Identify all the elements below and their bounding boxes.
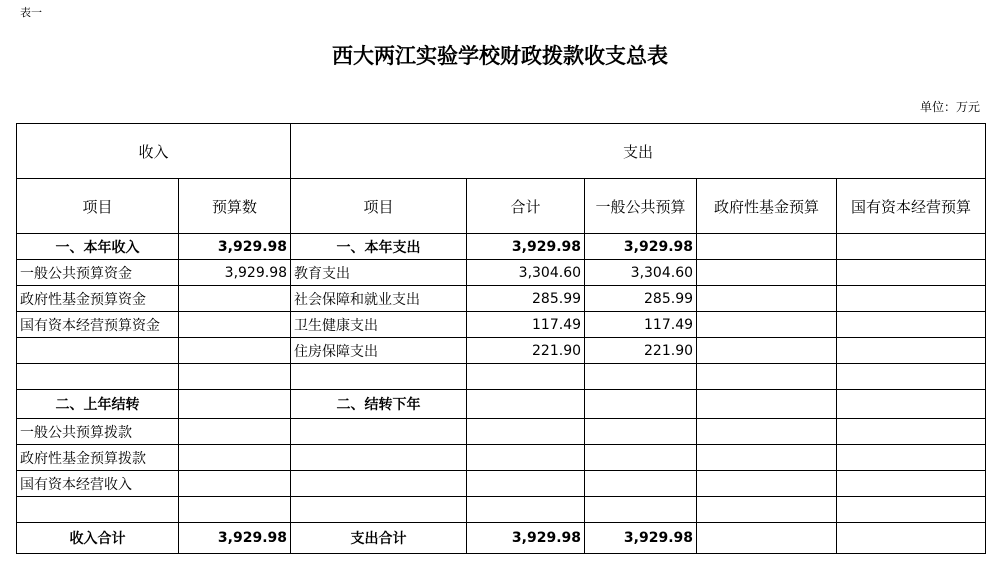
state-capital-budget-cell (837, 286, 986, 312)
total-cell (467, 445, 585, 471)
income-budget-header: 预算数 (179, 179, 291, 234)
income-budget-cell: 3,929.98 (179, 523, 291, 554)
gov-fund-budget-cell (697, 286, 837, 312)
state-capital-budget-cell (837, 234, 986, 260)
general-budget-cell: 3,304.60 (585, 260, 697, 286)
income-budget-cell (179, 312, 291, 338)
table-row (17, 390, 986, 419)
gov-fund-budget-cell (697, 523, 837, 554)
total-cell (467, 471, 585, 497)
total-cell: 3,304.60 (467, 260, 585, 286)
column-header-row (17, 179, 986, 234)
income-item-cell: 国有资本经营收入 (17, 471, 179, 497)
gov-fund-budget-cell (697, 234, 837, 260)
total-cell: 3,929.98 (467, 523, 585, 554)
table-row (17, 234, 986, 260)
expense-item-cell (291, 419, 467, 445)
general-budget-cell (585, 364, 697, 390)
expense-item-cell (291, 364, 467, 390)
income-item-cell: 一、本年收入 (17, 234, 179, 260)
table-row (17, 445, 986, 471)
page-title: 西大两江实验学校财政拨款收支总表 (332, 43, 668, 68)
general-budget-cell (585, 390, 697, 419)
total-cell (467, 390, 585, 419)
general-budget-cell (585, 419, 697, 445)
general-budget-cell (585, 445, 697, 471)
gov-fund-budget-cell (697, 312, 837, 338)
income-item-cell (17, 497, 179, 523)
gov-fund-budget-header: 政府性基金预算 (697, 179, 837, 234)
income-item-cell: 收入合计 (17, 523, 179, 554)
expense-item-cell: 二、结转下年 (291, 390, 467, 419)
total-cell: 3,929.98 (467, 234, 585, 260)
table-row (17, 497, 986, 523)
total-cell (467, 364, 585, 390)
expense-item-cell: 住房保障支出 (291, 338, 467, 364)
general-budget-cell (585, 471, 697, 497)
income-budget-cell (179, 471, 291, 497)
total-cell: 117.49 (467, 312, 585, 338)
state-capital-budget-cell (837, 312, 986, 338)
income-item-header: 项目 (17, 179, 179, 234)
total-cell (467, 497, 585, 523)
general-budget-header: 一般公共预算 (585, 179, 697, 234)
table-body (17, 234, 986, 554)
state-capital-budget-cell (837, 364, 986, 390)
group-header-row (17, 124, 986, 179)
gov-fund-budget-cell (697, 471, 837, 497)
state-capital-budget-cell (837, 260, 986, 286)
table-row (17, 286, 986, 312)
table-row (17, 419, 986, 445)
income-item-cell: 政府性基金预算拨款 (17, 445, 179, 471)
total-cell: 285.99 (467, 286, 585, 312)
general-budget-cell (585, 497, 697, 523)
income-budget-cell (179, 364, 291, 390)
expense-item-cell: 教育支出 (291, 260, 467, 286)
income-item-cell: 国有资本经营预算资金 (17, 312, 179, 338)
general-budget-cell: 3,929.98 (585, 234, 697, 260)
income-budget-cell (179, 286, 291, 312)
general-budget-cell: 3,929.98 (585, 523, 697, 554)
table-row (17, 523, 986, 554)
gov-fund-budget-cell (697, 338, 837, 364)
expense-group-header: 支出 (291, 124, 986, 179)
income-item-cell (17, 364, 179, 390)
income-item-cell: 一般公共预算资金 (17, 260, 179, 286)
expense-item-cell: 卫生健康支出 (291, 312, 467, 338)
expense-item-cell: 支出合计 (291, 523, 467, 554)
state-capital-budget-header: 国有资本经营预算 (837, 179, 986, 234)
income-budget-cell (179, 497, 291, 523)
table-row (17, 338, 986, 364)
state-capital-budget-cell (837, 419, 986, 445)
expense-item-cell (291, 471, 467, 497)
income-budget-cell (179, 419, 291, 445)
income-budget-cell (179, 338, 291, 364)
gov-fund-budget-cell (697, 445, 837, 471)
gov-fund-budget-cell (697, 497, 837, 523)
income-budget-cell: 3,929.98 (179, 260, 291, 286)
income-item-cell: 政府性基金预算资金 (17, 286, 179, 312)
general-budget-cell: 285.99 (585, 286, 697, 312)
income-budget-cell (179, 445, 291, 471)
table-row (17, 312, 986, 338)
expense-item-cell: 一、本年支出 (291, 234, 467, 260)
table-number: 表一 (20, 6, 42, 19)
general-budget-cell: 221.90 (585, 338, 697, 364)
income-item-cell (17, 338, 179, 364)
expense-item-cell (291, 497, 467, 523)
expense-item-cell: 社会保障和就业支出 (291, 286, 467, 312)
income-item-cell: 二、上年结转 (17, 390, 179, 419)
expense-item-header: 项目 (291, 179, 467, 234)
total-header: 合计 (467, 179, 585, 234)
income-group-header: 收入 (17, 124, 291, 179)
gov-fund-budget-cell (697, 419, 837, 445)
state-capital-budget-cell (837, 497, 986, 523)
table-row (17, 471, 986, 497)
income-item-cell: 一般公共预算拨款 (17, 419, 179, 445)
income-budget-cell (179, 390, 291, 419)
total-cell: 221.90 (467, 338, 585, 364)
unit-label: 单位：万元 (919, 100, 980, 114)
state-capital-budget-cell (837, 445, 986, 471)
state-capital-budget-cell (837, 338, 986, 364)
state-capital-budget-cell (837, 523, 986, 554)
income-budget-cell: 3,929.98 (179, 234, 291, 260)
total-cell (467, 419, 585, 445)
fiscal-summary-table (16, 123, 986, 554)
gov-fund-budget-cell (697, 364, 837, 390)
table-row (17, 260, 986, 286)
gov-fund-budget-cell (697, 260, 837, 286)
table-row (17, 364, 986, 390)
general-budget-cell: 117.49 (585, 312, 697, 338)
state-capital-budget-cell (837, 471, 986, 497)
expense-item-cell (291, 445, 467, 471)
gov-fund-budget-cell (697, 390, 837, 419)
state-capital-budget-cell (837, 390, 986, 419)
